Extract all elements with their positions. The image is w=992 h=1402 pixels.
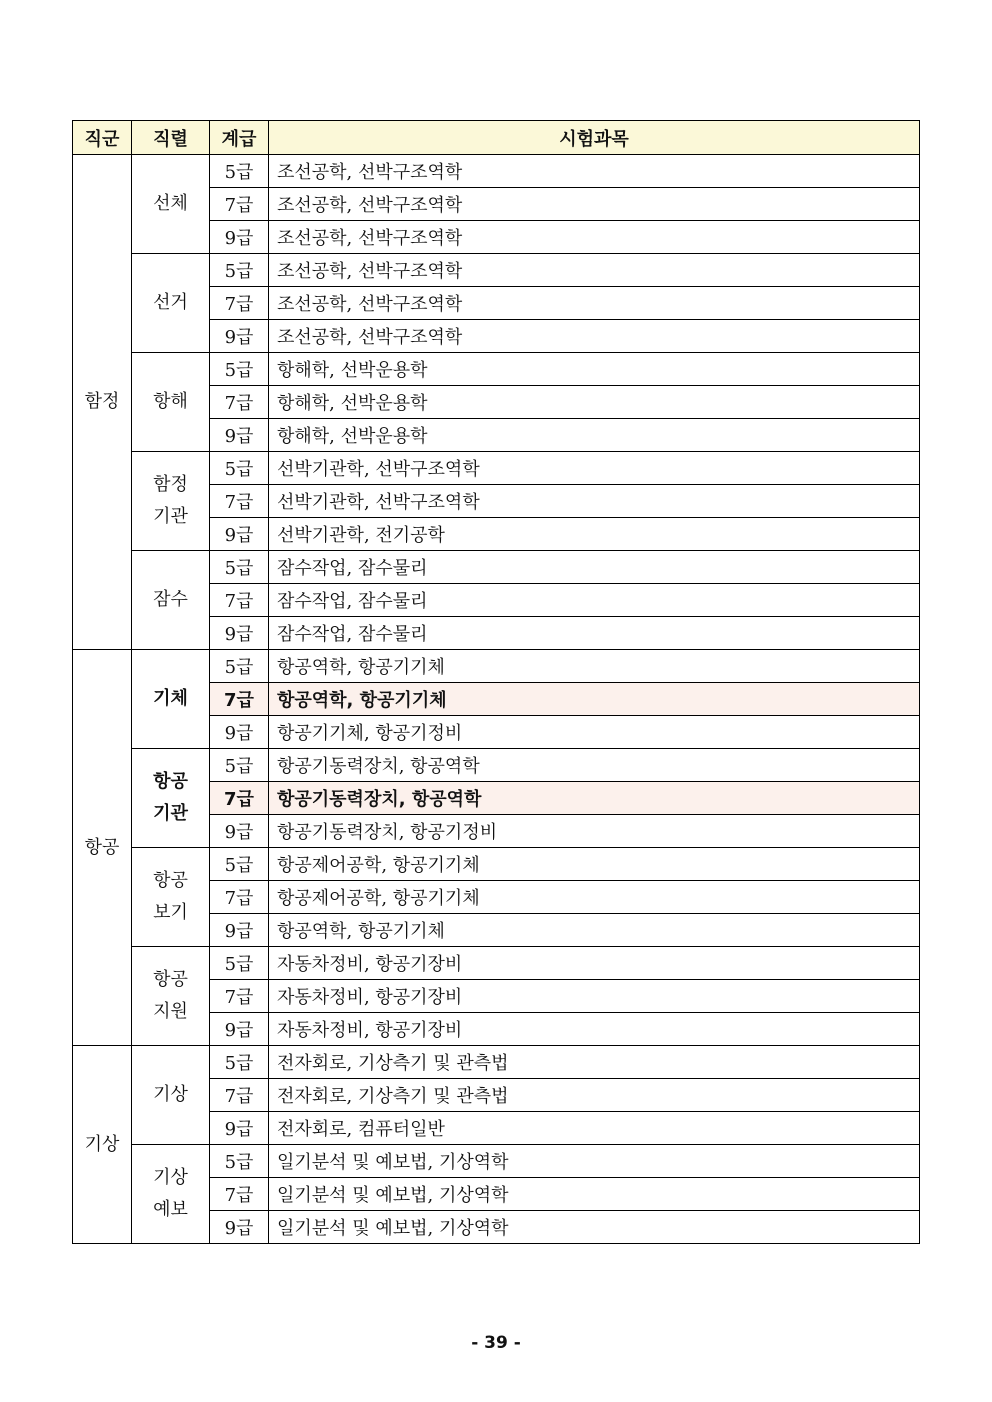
table-row <box>73 1046 920 1079</box>
grade-cell: 9급 <box>210 716 269 749</box>
subjects-cell: 항공제어공학, 항공기기체 <box>269 848 920 881</box>
table-row <box>73 848 920 881</box>
subjects-cell: 항공역학, 항공기기체 <box>269 683 920 716</box>
subjects-cell: 자동차정비, 항공기장비 <box>269 1013 920 1046</box>
job-cell <box>132 1145 210 1244</box>
header-group: 직군 <box>73 121 132 155</box>
grade-cell: 9급 <box>210 815 269 848</box>
subjects-cell: 항해학, 선박운용학 <box>269 353 920 386</box>
subjects-cell: 항공기기체, 항공기정비 <box>269 716 920 749</box>
subjects-cell: 잠수작업, 잠수물리 <box>269 617 920 650</box>
subjects-cell: 선박기관학, 선박구조역학 <box>269 452 920 485</box>
subjects-cell: 조선공학, 선박구조역학 <box>269 155 920 188</box>
exam-subjects-table <box>72 120 920 1244</box>
job-name-line: 기관 <box>153 803 188 824</box>
table-row <box>73 749 920 782</box>
job-name-line: 보기 <box>153 902 188 923</box>
table-row <box>73 947 920 980</box>
grade-cell: 7급 <box>210 1079 269 1112</box>
job-name-line: 항공 <box>153 771 188 792</box>
subjects-cell: 항해학, 선박운용학 <box>269 386 920 419</box>
grade-cell: 9급 <box>210 419 269 452</box>
subjects-cell: 잠수작업, 잠수물리 <box>269 551 920 584</box>
job-name-line: 선체 <box>153 193 188 214</box>
table-row <box>73 155 920 188</box>
grade-cell: 7급 <box>210 1178 269 1211</box>
grade-cell: 7급 <box>210 188 269 221</box>
grade-cell: 9급 <box>210 1013 269 1046</box>
grade-cell: 9급 <box>210 320 269 353</box>
subjects-cell: 선박기관학, 선박구조역학 <box>269 485 920 518</box>
grade-cell: 5급 <box>210 947 269 980</box>
table-row <box>73 551 920 584</box>
table-row <box>73 452 920 485</box>
subjects-cell: 선박기관학, 전기공학 <box>269 518 920 551</box>
subjects-cell: 항공기동력장치, 항공역학 <box>269 782 920 815</box>
subjects-cell: 항공기동력장치, 항공역학 <box>269 749 920 782</box>
grade-cell: 9급 <box>210 914 269 947</box>
grade-cell: 7급 <box>210 287 269 320</box>
table-row <box>73 650 920 683</box>
subjects-cell: 항공제어공학, 항공기기체 <box>269 881 920 914</box>
job-name-line: 예보 <box>153 1199 188 1220</box>
grade-cell: 5급 <box>210 353 269 386</box>
job-cell <box>132 848 210 947</box>
group-cell: 기상 <box>73 1046 132 1244</box>
subjects-cell: 항공기동력장치, 항공기정비 <box>269 815 920 848</box>
grade-cell: 5급 <box>210 1046 269 1079</box>
group-cell: 항공 <box>73 650 132 1046</box>
subjects-cell: 항공역학, 항공기기체 <box>269 650 920 683</box>
subjects-cell: 자동차정비, 항공기장비 <box>269 947 920 980</box>
grade-cell: 7급 <box>210 881 269 914</box>
grade-cell: 5급 <box>210 650 269 683</box>
job-name-line: 기상 <box>153 1167 188 1188</box>
header-grade: 계급 <box>210 121 269 155</box>
job-cell <box>132 254 210 353</box>
subjects-cell: 전자회로, 컴퓨터일반 <box>269 1112 920 1145</box>
grade-cell: 5급 <box>210 1145 269 1178</box>
job-name-line: 지원 <box>153 1001 188 1022</box>
grade-cell: 9급 <box>210 221 269 254</box>
job-name-line: 잠수 <box>153 589 188 610</box>
header-row <box>73 121 920 155</box>
subjects-cell: 조선공학, 선박구조역학 <box>269 221 920 254</box>
subjects-cell: 잠수작업, 잠수물리 <box>269 584 920 617</box>
table-row <box>73 1145 920 1178</box>
subjects-cell: 일기분석 및 예보법, 기상역학 <box>269 1178 920 1211</box>
subjects-cell: 조선공학, 선박구조역학 <box>269 320 920 353</box>
grade-cell: 7급 <box>210 386 269 419</box>
grade-cell: 5급 <box>210 155 269 188</box>
page-number: - 39 - <box>471 1333 521 1353</box>
grade-cell: 7급 <box>210 584 269 617</box>
subjects-cell: 전자회로, 기상측기 및 관측법 <box>269 1046 920 1079</box>
job-cell <box>132 353 210 452</box>
job-cell <box>132 452 210 551</box>
job-name-line: 기체 <box>153 688 188 709</box>
grade-cell: 7급 <box>210 485 269 518</box>
header-subjects: 시험과목 <box>269 121 920 155</box>
subjects-cell: 조선공학, 선박구조역학 <box>269 188 920 221</box>
job-name-line: 기관 <box>153 506 188 527</box>
job-name-line: 선거 <box>153 292 188 313</box>
job-cell <box>132 947 210 1046</box>
subjects-cell: 항공역학, 항공기기체 <box>269 914 920 947</box>
job-cell <box>132 749 210 848</box>
subjects-cell: 조선공학, 선박구조역학 <box>269 287 920 320</box>
job-cell <box>132 551 210 650</box>
group-cell: 함정 <box>73 155 132 650</box>
grade-cell: 7급 <box>210 980 269 1013</box>
grade-cell: 9급 <box>210 518 269 551</box>
table-row <box>73 254 920 287</box>
grade-cell: 5급 <box>210 452 269 485</box>
subjects-cell: 일기분석 및 예보법, 기상역학 <box>269 1145 920 1178</box>
grade-cell: 9급 <box>210 1211 269 1244</box>
job-cell <box>132 155 210 254</box>
job-cell <box>132 1046 210 1145</box>
subjects-cell: 항해학, 선박운용학 <box>269 419 920 452</box>
subjects-cell: 조선공학, 선박구조역학 <box>269 254 920 287</box>
grade-cell: 5급 <box>210 848 269 881</box>
subjects-cell: 자동차정비, 항공기장비 <box>269 980 920 1013</box>
grade-cell: 9급 <box>210 1112 269 1145</box>
job-name-line: 함정 <box>153 474 188 495</box>
grade-cell: 5급 <box>210 254 269 287</box>
header-job: 직렬 <box>132 121 210 155</box>
grade-cell: 5급 <box>210 551 269 584</box>
job-name-line: 항공 <box>153 969 188 990</box>
job-name-line: 항공 <box>153 870 188 891</box>
subjects-cell: 일기분석 및 예보법, 기상역학 <box>269 1211 920 1244</box>
grade-cell: 7급 <box>210 683 269 716</box>
grade-cell: 5급 <box>210 749 269 782</box>
job-cell <box>132 650 210 749</box>
table-row <box>73 353 920 386</box>
job-name-line: 기상 <box>153 1084 188 1105</box>
table-body <box>73 155 920 1244</box>
grade-cell: 7급 <box>210 782 269 815</box>
grade-cell: 9급 <box>210 617 269 650</box>
subjects-cell: 전자회로, 기상측기 및 관측법 <box>269 1079 920 1112</box>
job-name-line: 항해 <box>153 391 188 412</box>
